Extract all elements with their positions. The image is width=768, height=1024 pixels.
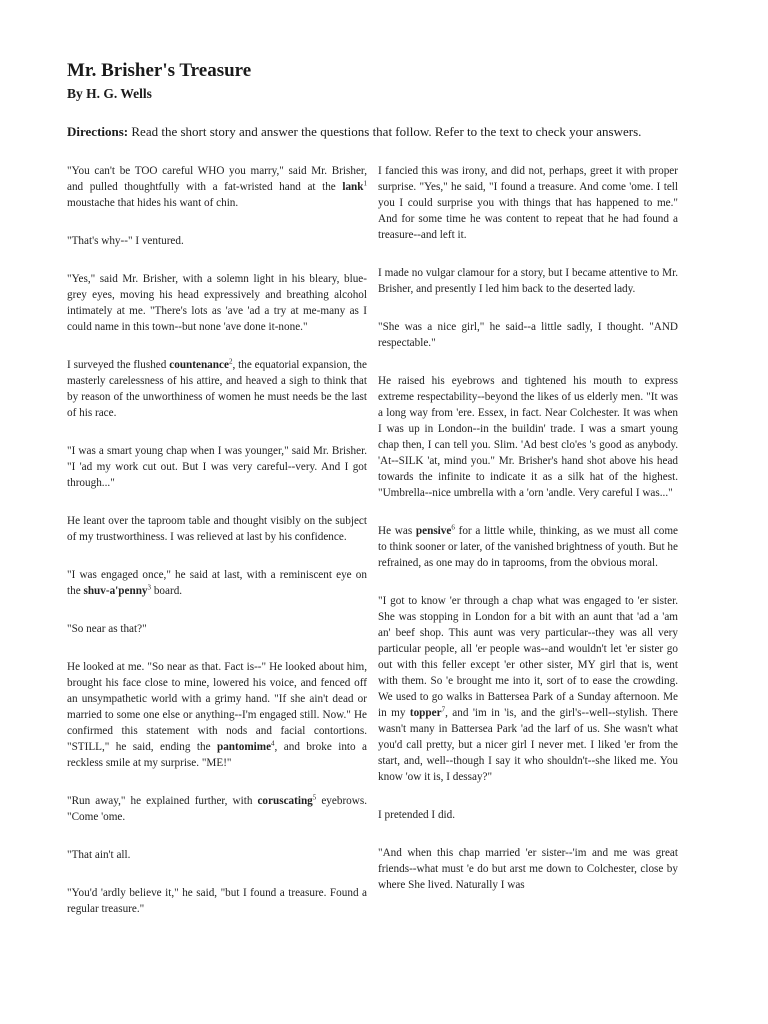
paragraph-text: board. — [151, 585, 183, 597]
paragraph — [67, 163, 367, 211]
paragraph-text: "I was engaged once," he said at last, with a reminiscent eye on the — [67, 569, 367, 597]
paragraph-text: moustache that hides his want of chin. — [67, 197, 239, 209]
story-title: Mr. Brisher's Treasure — [67, 60, 252, 81]
left-column — [67, 163, 367, 939]
paragraph-text: "And when this chap married 'er sister--'im and me was great friends--what must 'e do but arst me down to Colchester, close by where She lived. Naturally I was — [378, 847, 678, 891]
paragraph-text: , and 'im in 'is, and the girl's--well--stylish. There wasn't many in Battersea Park 'ad the larf of us. She wasn't what you'd call pretty, but a nicer girl I never met. I liked 'er from the start, and, well--though I say it who shouldn't--she liked me. You know 'ow it is, I dessay?" — [378, 707, 679, 783]
paragraph — [67, 659, 367, 771]
paragraph-text: "That ain't all. — [67, 849, 131, 861]
paragraph — [67, 357, 367, 421]
paragraph — [67, 513, 367, 545]
paragraph-text: He looked at me. "So near as that. Fact is--" He looked about him, brought his face close to mine, lowered his voice, and fenced off an unsympathetic world with a grimy hand. "If she ain't dead or married to some one else or anything--I'm engaged still. Now." He confirmed this statement with nods and facial contortions. "STILL," he said, ending the — [67, 661, 367, 753]
paragraph-text: I surveyed the flushed — [67, 359, 170, 371]
paragraph-text: "You'd 'ardly believe it," he said, "but I found a treasure. Found a regular treasure." — [67, 887, 367, 915]
paragraph — [67, 885, 367, 917]
paragraph — [67, 271, 367, 335]
paragraph-text: I fancied this was irony, and did not, perhaps, greet it with proper surprise. "Yes," he said, "I found a treasure. And come 'ome. I tell you I could surprise you with things that has happened to me." And for some time he was content to repeat that he had found a treasure--and left it. — [378, 165, 678, 241]
paragraph — [378, 845, 678, 893]
paragraph — [67, 567, 367, 599]
paragraph — [378, 593, 678, 785]
directions — [67, 124, 707, 140]
vocab-term: coruscating — [257, 795, 313, 807]
paragraph-text: "Yes," said Mr. Brisher, with a solemn light in his bleary, blue-grey eyes, moving his head expressively and breathing alcohol intimately at me. "There's lots as 'ave 'ad a try at me-many as I could name in this town--but none 'ave done it-none." — [67, 273, 367, 333]
directions-label: Directions: — [67, 124, 129, 139]
paragraph-text: , and broke into a reckless smile at my surprise. "ME!" — [67, 741, 368, 769]
vocab-term: lank — [342, 181, 364, 193]
footnote-marker: 7 — [441, 705, 446, 714]
paragraph-text: eyebrows. "Come 'ome. — [67, 795, 367, 823]
footnote-marker: 2 — [228, 357, 233, 366]
paragraph-text: "She was a nice girl," he said--a little sadly, I thought. "AND respectable." — [378, 321, 678, 349]
paragraph-text: "So near as that?" — [67, 623, 147, 635]
footnote-marker: 4 — [271, 739, 275, 748]
paragraph-text: "You can't be TOO careful WHO you marry," said Mr. Brisher, and pulled thoughtfully with a fat-wristed hand at the — [67, 165, 367, 193]
footnote-marker: 5 — [312, 793, 317, 802]
vocab-term: pensive — [415, 525, 452, 537]
right-column — [378, 163, 678, 915]
vocab-term: countenance — [169, 359, 229, 371]
paragraph-text: , the equatorial expansion, the masterly carelessness of his attire, and heaved a sigh to think that by reason of the unworthiness of women he must needs be the last of his race. — [67, 359, 367, 419]
footnote-marker: 1 — [363, 179, 367, 188]
paragraph — [67, 793, 367, 825]
paragraph — [67, 233, 367, 249]
paragraph — [67, 621, 367, 637]
footnote-marker: 6 — [451, 523, 455, 532]
paragraph — [67, 847, 367, 863]
story-author: By H. G. Wells — [67, 86, 152, 101]
paragraph — [378, 319, 678, 351]
paragraph — [67, 443, 367, 491]
paragraph-text: "I was a smart young chap when I was younger," said Mr. Brisher. "I 'ad my work cut out. But I was very careful--very. And I got through..." — [67, 445, 367, 489]
vocab-term: topper — [409, 707, 442, 719]
paragraph-text: "That's why--" I ventured. — [67, 235, 184, 247]
paragraph-text: He leant over the taproom table and thought visibly on the subject of my trustworthiness. I was relieved at last by his confidence. — [67, 515, 367, 543]
paragraph-text: for a little while, thinking, as we must all come to think sooner or later, of the vanished brightness of youth. But he refrained, as one may do in taprooms, from the obvious moral. — [378, 525, 678, 569]
paragraph — [378, 373, 678, 501]
paragraph-text: "Run away," he explained further, with — [67, 795, 258, 807]
directions-text: Read the short story and answer the questions that follow. Refer to the text to check your answers. — [128, 124, 642, 139]
paragraph-text: I made no vulgar clamour for a story, but I became attentive to Mr. Brisher, and presently I led him back to the deserted lady. — [378, 267, 678, 295]
paragraph-text: He raised his eyebrows and tightened his mouth to express extreme respectability--beyond the likes of us elderly men. "It was a long way from 'ere. Essex, in fact. Near Colchester. It was when I was up in London--in the buildin' trade. I was a smart young chap then, I can tell you. Slim. 'Ad best clo'es 's good as anybody. 'At--SILK 'at, mind you." Mr. Brisher's hand shot above his head towards the infinite to indicate it as a silk hat of the highest. "Umbrella--nice umbrella with a 'orn 'andle. Very careful I was..." — [378, 375, 678, 499]
paragraph — [378, 523, 678, 571]
paragraph — [378, 265, 678, 297]
paragraph — [378, 163, 678, 243]
paragraph-text: I pretended I did. — [378, 809, 456, 821]
paragraph — [378, 807, 678, 823]
vocab-term: pantomime — [216, 741, 272, 753]
footnote-marker: 3 — [147, 583, 152, 592]
paragraph-text: "I got to know 'er through a chap what was engaged to 'er sister. She was stopping in London for a bit with an aunt that 'ad a 'am an' beef shop. This aunt was very particular--they was all very particular people, all 'er people was--and wouldn't let 'er sister go out with this feller except 'er other sister, MY girl that is, went with them. So 'e brought me into it, sort of to ease the crowding. We used to go walks in Battersea Park of a Sunday afternoon. Me in my — [378, 595, 678, 719]
vocab-term: shuv-a'penny — [83, 585, 148, 597]
paragraph-text: He was — [378, 525, 416, 537]
